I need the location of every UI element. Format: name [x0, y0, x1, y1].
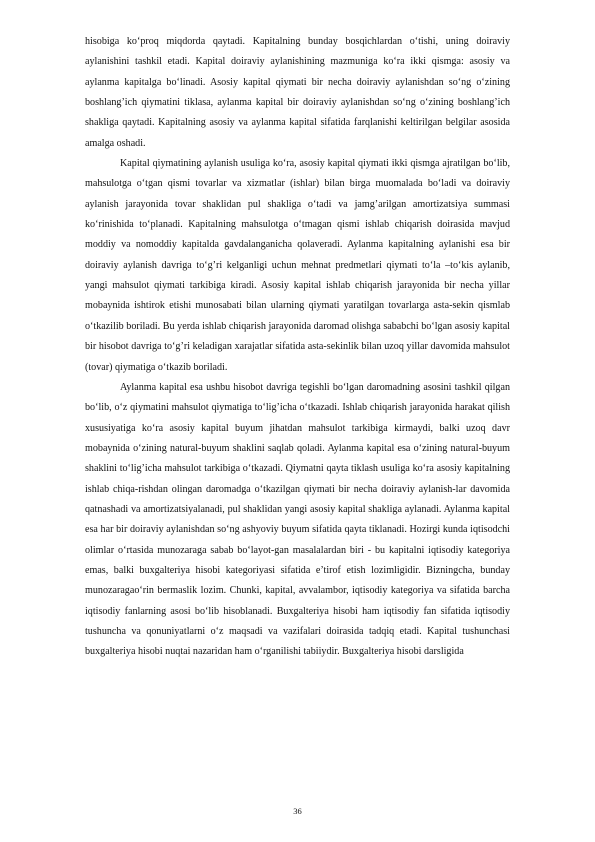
- paragraph-3: Aylanma kapital esa ushbu hisobot davriga tegishli bo‘lgan daromadning asosini tashkil qilgan bo‘lib, o‘z qiymatini mahsulot qiymatiga to‘lig’icha o‘tkazadi. Ishlab chiqarish jarayonida harakat qilish xususiyatiga ko‘ra asosiy kapital buyum jihatdan mahsulot tarkibiga kirmaydi, balki uzoq davr mobaynida o‘zining natural-buyum shaklini saqlab qoladi. Aylanma kapital esa o‘zining natural-buyum shaklini to‘lig’icha mahsulot tarkibiga o‘tkazadi. Qiymatni qayta tiklash usuliga ko‘ra asosiy kapitalning ishlab chiqa-rishdan olingan daromadga o‘tkazilgan qiymati bir necha doiraviy aylanish-lar davomida qatnashadi va amortizatsiyalanadi, pul shaklidan yangi asosiy kapital shakliga aylanadi. Aylanma kapital esa har bir doiraviy aylanishdan so‘ng ashyoviy buyum sifatida qayta tiklanadi. Hozirgi kunda iqtisodchi olimlar o‘rtasida munozaraga sabab bo‘layot-gan masalalardan biri - bu kapitalni iqtisodiy kategoriya emas, balki buxgalteriya hisobi kategoriyasi sifatida e’tirof etish lozimligidir. Bizningcha, bunday munozaragao‘rin bermaslik lozim. Chunki, kapital, avvalambor, iqtisodiy kategoriya va sifatida barcha iqtisodiy fanlarning asosi bo‘lib hisoblanadi. Buxgalteriya hisobi ham iqtisodiy fan sifatida iqtisodiy tushuncha va qonuniyatlarni o‘z maqsadi va vazifalari doirasida tadqiq etadi. Kapital tushunchasi buxgalteriya hisobi nuqtai nazaridan ham o‘rganilishi tabiiydir. Buxgalteriya hisobi darsligida: [85, 381, 510, 658]
- page-number: 36: [293, 806, 302, 816]
- paragraph-2: Kapital qiymatining aylanish usuliga ko‘ra, asosiy kapital qiymati ikki qismga ajratilgan bo‘lib, mahsulotga o‘tgan qismi tovarlar va xizmatlar (ishlar) bilan birga muomalada bo‘ladi va doiraviy aylanish jarayonida tovar shaklidan pul shakliga o‘tadi va jamg’arilgan amortizatsiya summasi ko‘rinishida to‘planadi. Kapitalning mahsulotga o‘tmagan qismi ishlab chiqarish doirasida mavjud moddiy va nomoddiy kapitalda gavdalanganicha qolaveradi. Aylanma kapitalning aylanishi esa bir doiraviy aylanish davriga to‘g’ri kelganligi uchun mehnat predmetlari qiymati to‘la –to‘kis aylanib, yangi mahsulot qiymati tarkibiga kiradi. Asosiy kapital ishlab chiqarish jarayonida bir necha yillar mobaynida ishtirok etishi munosabati bilan ularning qiymati yaratilgan tovarlarga asta-sekin qismlab o‘tkazilib boriladi. Bu yerda ishlab chiqarish jarayonida daromad olishga sababchi bo‘lgan asosiy kapital bir hisobot davriga to‘g’ri keladigan xarajatlar sifatida asta-sekinlik bilan uzoq yillar davomida mahsulot (tovar) qiymatiga o‘tkazib boriladi.: [85, 158, 510, 373]
- paragraph-1: hisobiga ko‘proq miqdorda qaytadi. Kapitalning bunday bosqichlardan o‘tishi, uning doiraviy aylanishini tashkil etadi. Kapital doiraviy aylanishining mazmuniga ko‘ra ikki qismga: asosiy va aylanma kapitalga bo‘linadi. Asosiy kapital qiymati bir necha doiraviy aylanishdan so‘ng o‘zining boshlang’ich qiymatini tiklasa, aylanma kapital bir doiraviy aylanishdan so‘ng o‘zining boshlang’ich shakliga qaytadi. Kapitalning asosiy va aylanma kapital sifatida farqlanishi keltirilgan belgilar asosida amalga oshadi.: [85, 36, 510, 149]
- document-page: [85, 32, 510, 663]
